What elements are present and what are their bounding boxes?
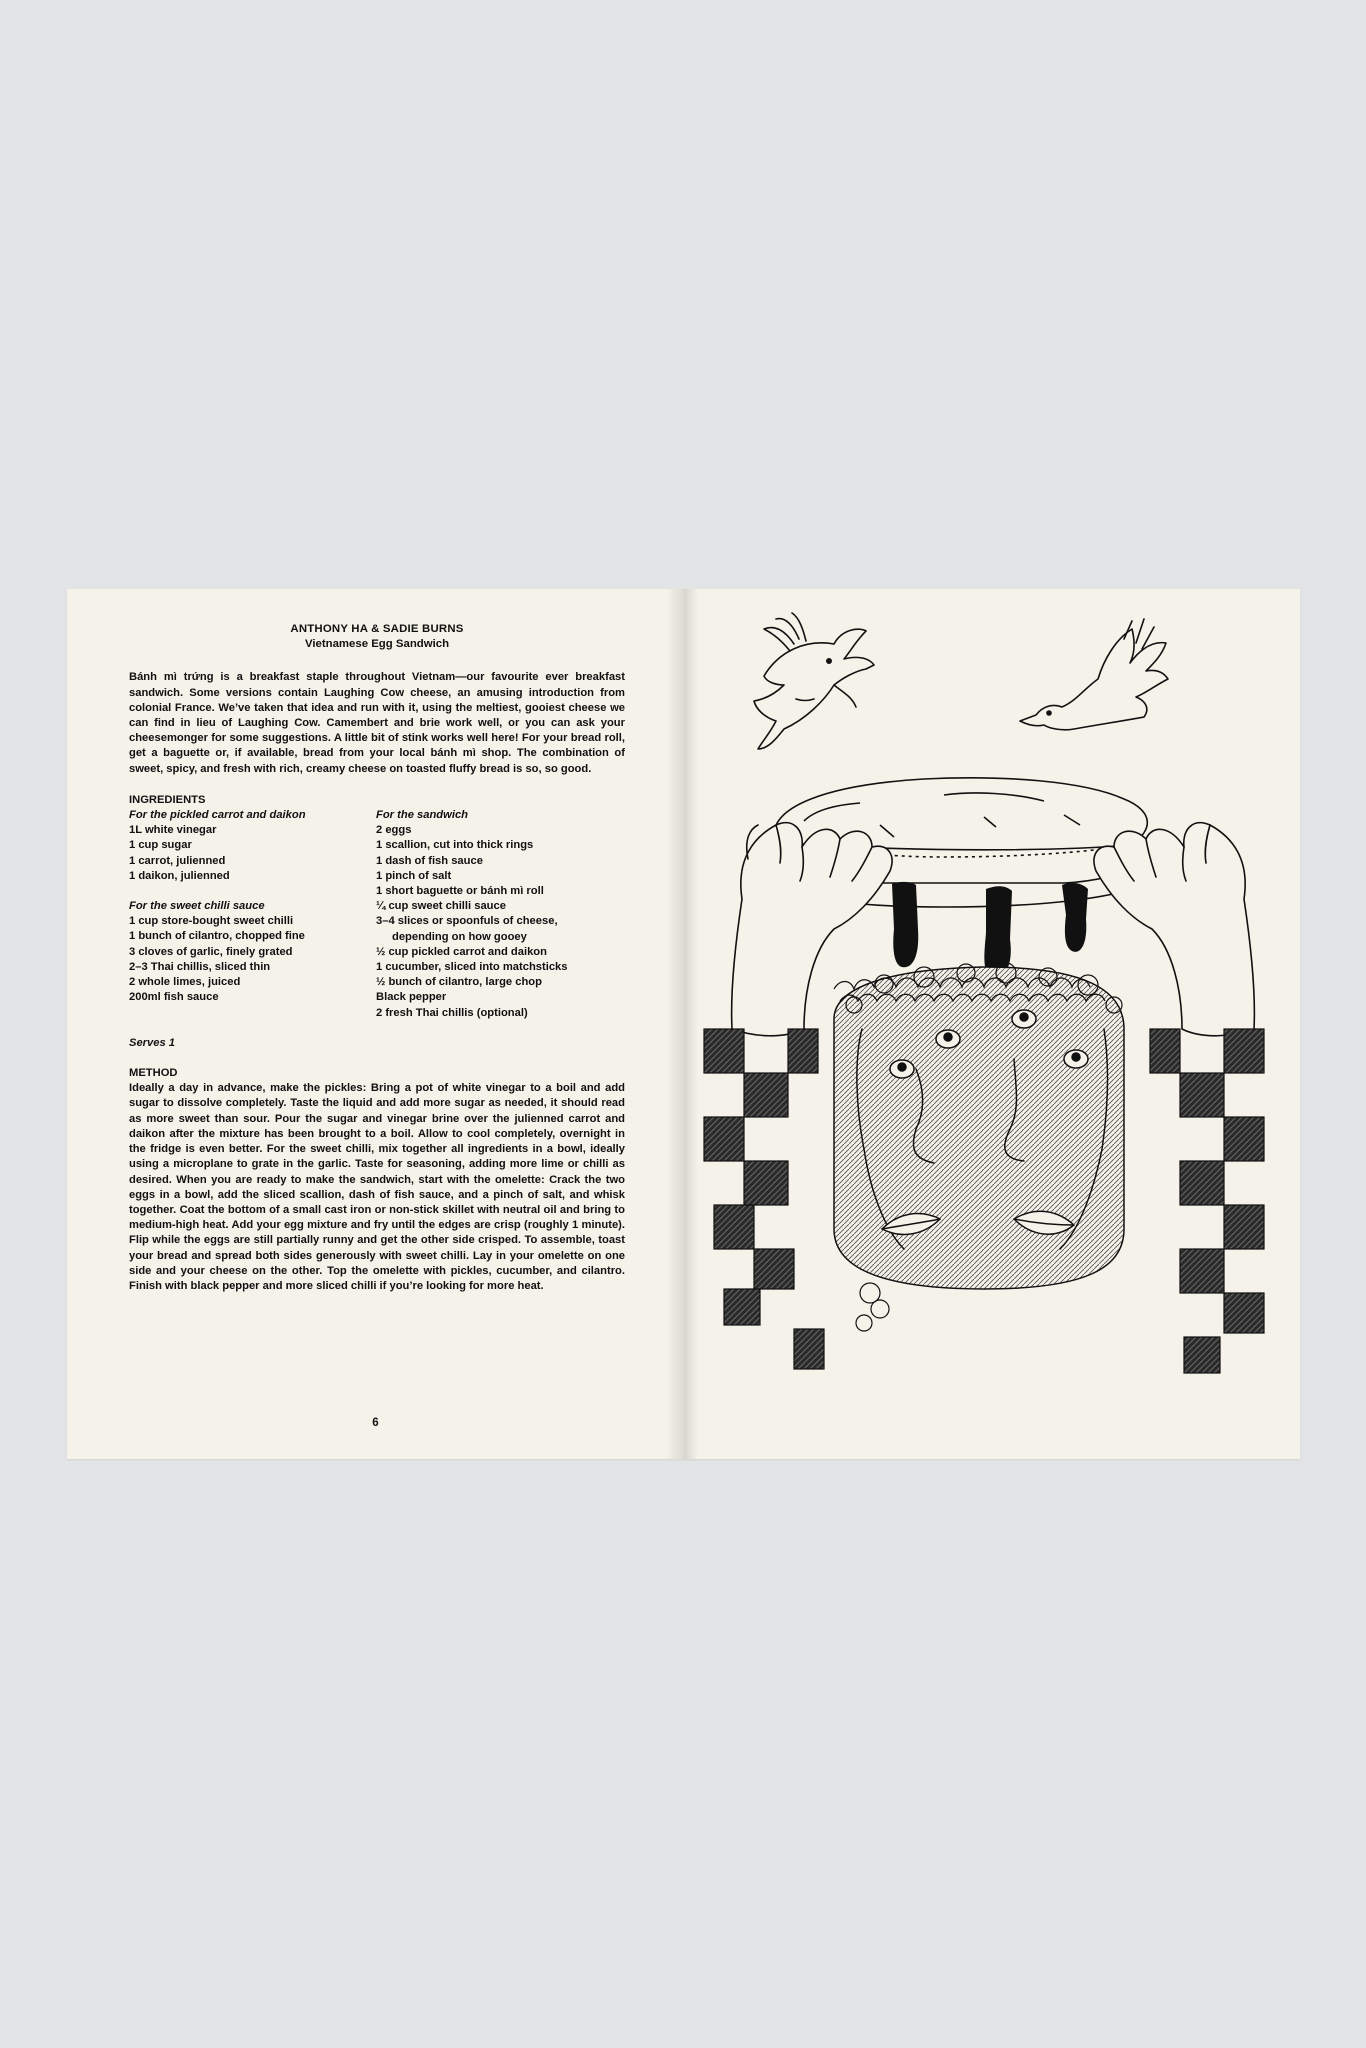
ingredient-item: 2 eggs xyxy=(376,824,412,837)
method-heading: METHOD xyxy=(129,1067,178,1080)
pickle-subheading: For the pickled carrot and daikon xyxy=(129,809,306,822)
ingredient-item: 2 whole limes, juiced xyxy=(129,976,241,989)
page-number: 6 xyxy=(372,1417,379,1429)
ingredient-item: 1 bunch of cilantro, chopped fine xyxy=(129,930,305,943)
gutter-shadow xyxy=(666,589,684,1459)
ingredient-item: Black pepper xyxy=(376,991,447,1004)
ingredient-item: 1 cup sugar xyxy=(129,839,192,852)
ingredient-item: 1 dash of fish sauce xyxy=(376,854,483,867)
sandwich-subheading: For the sandwich xyxy=(376,809,468,822)
ingredient-item: 1 pinch of salt xyxy=(376,869,452,882)
author-heading: ANTHONY HA & SADIE BURNS xyxy=(290,623,464,635)
recipe-text xyxy=(129,622,625,1294)
ingredients-heading: INGREDIENTS xyxy=(129,793,206,806)
gutter-shadow xyxy=(684,589,698,1459)
ingredient-item: ½ cup pickled carrot and daikon xyxy=(376,945,547,958)
ingredient-item: 2–3 Thai chillis, sliced thin xyxy=(129,960,271,973)
ingredient-item: 1 cucumber, sliced into matchsticks xyxy=(376,961,568,974)
chilli-subheading: For the sweet chilli sauce xyxy=(129,900,265,913)
intro-paragraph: Bánh mì trứng is a breakfast staple throughout Vietnam—our favourite ever breakfast sandwich. Some versions contain Laughing Cow cheese, an amusing introduction from colonial France. We’ve taken that idea and run with it, using the meltiest, gooiest cheese we can find in lieu of Laughing Cow. Camembert and brie work well, or you can ask your cheesemonger for some suggestions. A little bit of stink works well here! For your bread roll, get a baguette or, if available, bread from your local bánh mì shop. The combination of sweet, spicy, and fresh with rich, creamy cheese on toasted fluffy bread is so, so good. xyxy=(129,671,625,775)
ingredients-column-left xyxy=(129,808,376,1021)
right-page xyxy=(684,589,1300,1459)
ingredient-item: 1 cup store-bought sweet chilli xyxy=(129,915,294,928)
bird-left-icon xyxy=(754,613,874,749)
book-spread xyxy=(67,589,1300,1459)
face-icon xyxy=(834,967,1124,1289)
ingredient-item: 200ml fish sauce xyxy=(129,991,219,1004)
ingredient-item: 1 carrot, julienned xyxy=(129,854,226,867)
ingredient-item: 1L white vinegar xyxy=(129,824,217,837)
ingredient-item: 3–4 slices or spoonfuls of cheese, xyxy=(376,915,558,928)
ingredient-item: 3 cloves of garlic, finely grated xyxy=(129,945,293,958)
method-paragraph: Ideally a day in advance, make the pickles: Bring a pot of white vinegar to a boil and add sugar to dissolve completely. Taste the liquid and add more sugar as needed, it should read as more sweet than sour. Pour the sugar and vinegar brine over the julienned carrot and daikon after the mixture has been brought to a boil. Allow to cool completely, overnight in the fridge is even better. For the sweet chilli, mix together all ingredients in a bowl, ideally using a microplane to grate in the garlic. Taste for seasoning, adding more lime or chilli as desired. When you are ready to make the sandwich, start with the omelette: Crack the two eggs in a bowl, add the sliced scallion, dash of fish sauce, and a pinch of salt, and whisk together. Coat the bottom of a small cast iron or non-stick skillet with neutral oil and bring to medium-high heat. Add your egg mixture and fry until the edges are crisp (roughly 1 minute). Flip while the eggs are still partially runny and get the other side crisped. To assemble, toast your bread and spread both sides generously with sweet chilli. Lay in your omelette on one side and your cheese on the other. Top the omelette with pickles, cucumber, and cilantro. Finish with black pepper and more sliced chilli if you’re looking for more heat. xyxy=(129,1082,625,1292)
ingredient-item: 1 short baguette or bánh mì roll xyxy=(376,885,544,898)
ingredient-item: 1 scallion, cut into thick rings xyxy=(376,839,534,852)
left-page xyxy=(67,589,684,1459)
ingredient-item: 1 daikon, julienned xyxy=(129,869,230,882)
recipe-title: Vietnamese Egg Sandwich xyxy=(304,638,450,651)
ingredient-item: 2 fresh Thai chillis (optional) xyxy=(376,1006,528,1019)
bird-right-icon xyxy=(1020,619,1168,730)
sandwich-illustration xyxy=(684,589,1300,1459)
ingredient-item: depending on how gooey xyxy=(392,930,527,943)
serves-note: Serves 1 xyxy=(129,1036,176,1049)
ingredient-item: ½ bunch of cilantro, large chop xyxy=(376,976,542,989)
ingredients-column-right xyxy=(376,808,625,1021)
ingredients-columns xyxy=(129,808,625,1021)
ingredient-item: ¼ cup sweet chilli sauce xyxy=(376,900,506,913)
